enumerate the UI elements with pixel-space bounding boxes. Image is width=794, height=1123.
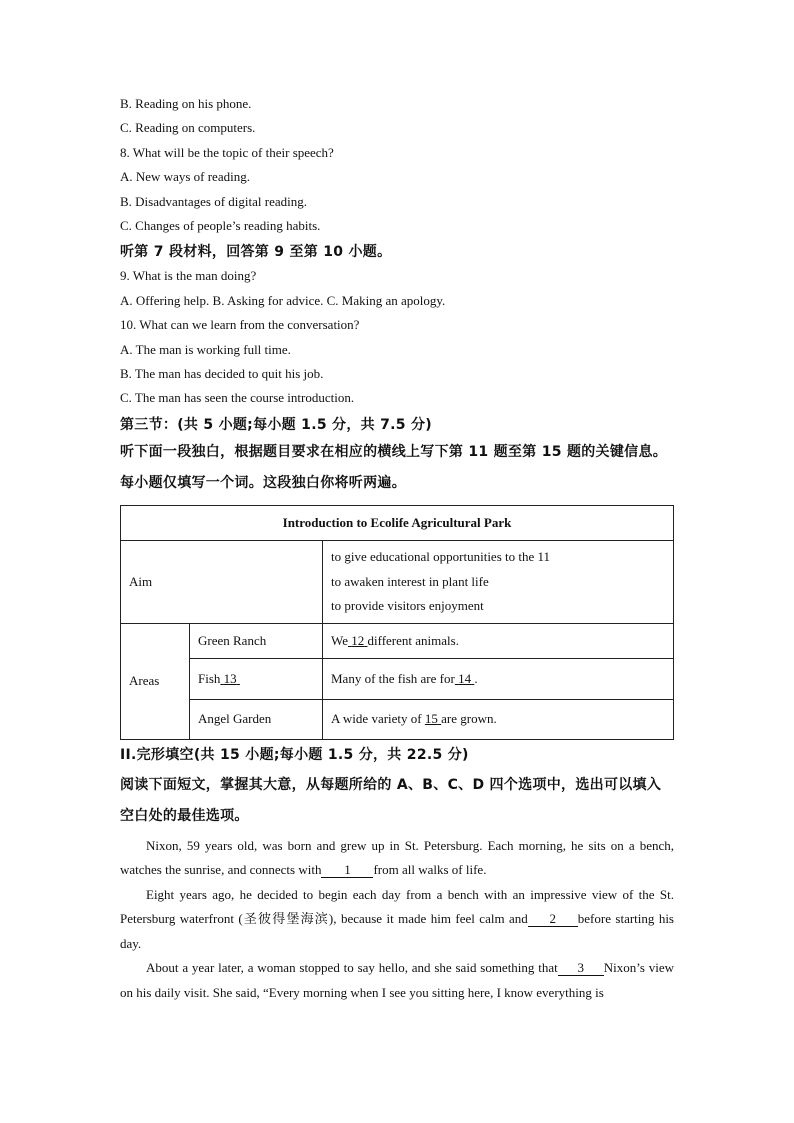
blank-14 (455, 670, 478, 686)
ecolife-table (120, 505, 674, 740)
cloze-blank-2: 2 (528, 912, 578, 927)
part2-heading: II.完形填空(共 15 小题;每小题 1.5 分，共 22.5 分) (120, 746, 469, 763)
passage-text: Nixon’s view on his daily visit. She said, “Every morning when I see you sitting here, I know everything is (120, 960, 674, 1000)
desc-text: We (331, 632, 348, 648)
area-name (190, 699, 323, 739)
area-desc (323, 658, 674, 699)
items-9-10 (120, 264, 674, 410)
blank-12 (348, 633, 368, 648)
section7-heading: 听第 7 段材料，回答第 9 至第 10 小题。 (120, 244, 392, 261)
option-10a: A. The man is working full time. (120, 341, 291, 357)
area-name-text: Angel Garden (198, 711, 272, 727)
area-name (190, 623, 323, 658)
blank-number: 12 (351, 632, 365, 648)
aim-line: to provide visitors enjoyment (331, 598, 484, 614)
question-8: 8. What will be the topic of their speech? (120, 144, 334, 160)
option-10c: C. The man has seen the course introduction. (120, 390, 355, 406)
area-name-text: Green Ranch (198, 632, 267, 648)
option-10b: B. The man has decided to quit his job. (120, 366, 324, 382)
passage-paragraph-3 (120, 956, 674, 1005)
passage-paragraph-1 (120, 834, 674, 883)
aim-line: to awaken interest in plant life (331, 573, 489, 589)
blank-13 (220, 671, 240, 686)
desc-text: are grown. (441, 711, 497, 727)
question-9: 9. What is the man doing? (120, 268, 257, 284)
option-7c: C. Reading on computers. (120, 120, 256, 136)
aim-line: to give educational opportunities to the 11 (331, 549, 551, 565)
section3-heading: 第三节：(共 5 小题;每小题 1.5 分，共 7.5 分) (120, 416, 432, 433)
passage-text: from all walks of life. (373, 862, 487, 878)
document-page (120, 92, 674, 1005)
aim-label: Aim (121, 540, 323, 623)
blank-number: 13 (223, 670, 237, 686)
area-name (190, 658, 323, 699)
passage-text: before starting his day. (120, 911, 674, 951)
part2-instruction: 阅读下面短文，掌握其大意，从每题所给的 A、B、C、D 四个选项中，选出可以填入空白处的最佳选项。 (120, 776, 662, 824)
cloze-blank-1: 1 (321, 863, 373, 878)
area-desc (323, 699, 674, 739)
aim-content (323, 540, 674, 623)
desc-text: A wide variety of (331, 711, 422, 727)
desc-text: Many of the fish are for (331, 670, 455, 686)
option-7b: B. Reading on his phone. (120, 96, 252, 111)
passage-paragraph-2 (120, 883, 674, 957)
option-8c: C. Changes of people’s reading habits. (120, 218, 321, 234)
option-8a: A. New ways of reading. (120, 169, 250, 185)
passage-text: About a year later, a woman stopped to say hello, and she said something that (146, 960, 558, 976)
section3-instruction: 听下面一段独白，根据题目要求在相应的横线上写下第 11 题至第 15 题的关键信息。每小题仅填写一个词。这段独白你将听两遍。 (120, 443, 668, 491)
blank-number: 14 (458, 670, 472, 686)
options-9: A. Offering help. B. Asking for advice. C. Making an apology. (120, 292, 446, 308)
passage-text: Eight years ago, he decided to begin each day from a bench with an impressive view of the St. Petersburg waterfront (圣彼得堡海滨), because it made him feel calm and (120, 886, 674, 927)
cloze-passage (120, 834, 674, 1006)
areas-label: Areas (121, 623, 190, 739)
option-8b: B. Disadvantages of digital reading. (120, 193, 308, 209)
listening-items (120, 92, 674, 238)
blank-15 (425, 711, 441, 726)
blank-number: 15 (424, 711, 438, 727)
table-title: Introduction to Ecolife Agricultural Park (121, 505, 674, 540)
desc-text: different animals. (367, 632, 459, 648)
area-desc (323, 623, 674, 658)
area-name-text: Fish (198, 670, 221, 686)
desc-text: . (474, 670, 478, 686)
question-10: 10. What can we learn from the conversation? (120, 317, 360, 333)
passage-text: Nixon, 59 years old, was born and grew up in St. Petersburg. Each morning, he sits on a bench, watches the sunrise, and connects with (120, 837, 674, 878)
cloze-blank-3: 3 (558, 961, 604, 976)
